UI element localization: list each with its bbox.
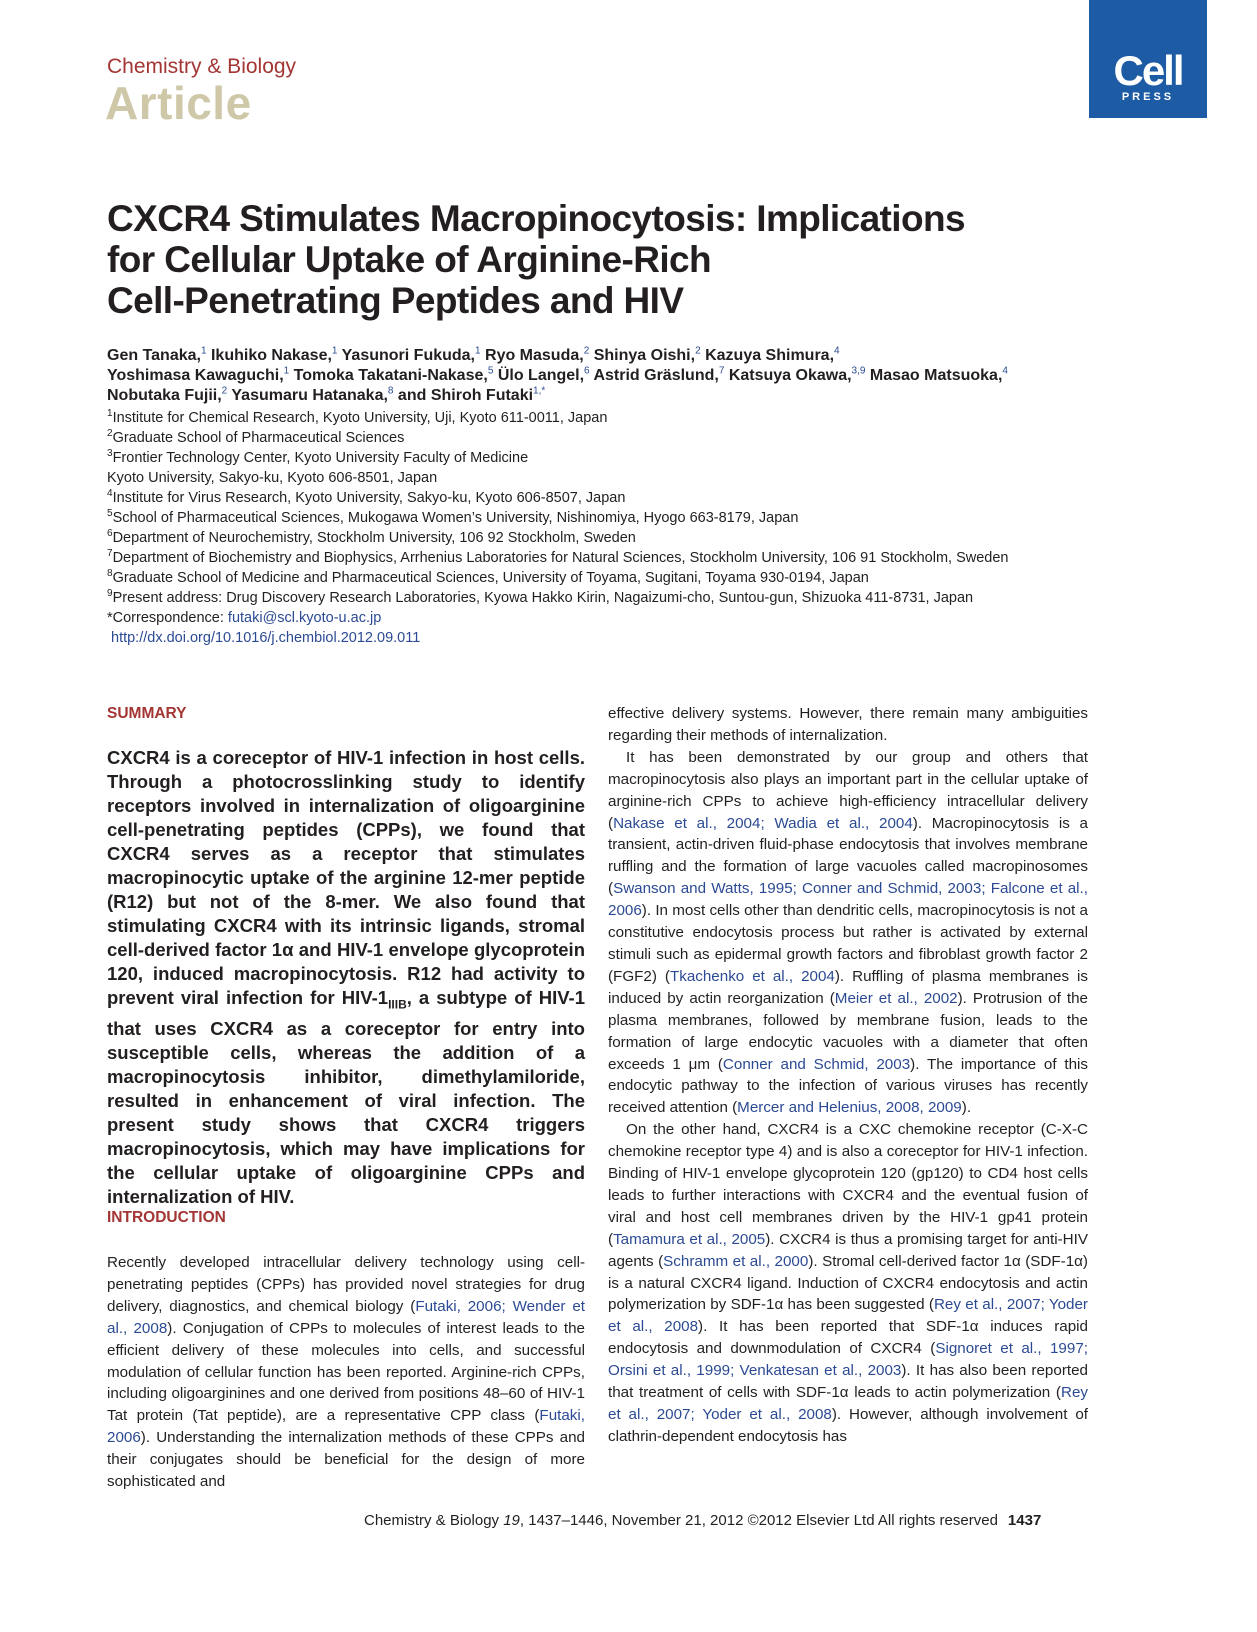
doi-link[interactable]: http://dx.doi.org/10.1016/j.chembiol.2012.09.011 [111,630,421,646]
author-name: Shinya Oishi, [589,347,696,364]
body-text: Recently developed intracellular delivery technology using cell-penetrating peptides (CPPs) has provided novel strategies for drug delivery, diagnostics, and chemical biology ( [107,1254,585,1315]
summary-heading: SUMMARY [107,705,187,722]
correspondence-label: *Correspondence: [107,610,228,626]
affiliation [107,468,1107,488]
body-text: ). In most cells other than dendritic cells, macropinocytosis is not a constitutive endocytosis process but rather is activated by external stimuli such as epidermal growth factors and fibroblast growth factor 2 (FGF2) ( [608,902,1088,985]
intro-paragraph-3 [608,1119,1088,1448]
summary-subscript: IIIB [388,997,407,1012]
citation-link[interactable]: Rey et al., 2007; Yoder et al., 2008 [608,1296,1088,1336]
logo-sub: PRESS [1121,91,1175,103]
logo-word: Cell [1113,47,1183,94]
author-line-2 [107,366,1107,386]
affiliation [107,488,1107,508]
author-sup: 4 [1002,365,1008,377]
citation-link[interactable]: Mercer and Helenius, 2008, 2009 [737,1099,962,1117]
author-name: Yasumaru Hatanaka, [227,387,388,404]
author-name: Katsuya Okawa, [724,367,852,384]
affiliation-text: Institute for Chemical Research, Kyoto University, Uji, Kyoto 611-0011, Japan [112,410,608,426]
affiliation-text: Kyoto University, Sakyo-ku, Kyoto 606-8501, Japan [107,470,438,486]
affiliation-text: Present address: Drug Discovery Research Laboratories, Kyowa Hakko Kirin, Nagaizumi-cho, Suntou-gun, Shizuoka 411-8731, Japan [112,590,974,606]
author-sup: 6 [584,365,590,377]
affiliation-text: Frontier Technology Center, Kyoto University Faculty of Medicine [112,450,529,466]
affiliation-sup: 2 [107,428,113,440]
affiliation-sup: 8 [107,568,113,580]
affiliation-sup: 6 [107,528,113,540]
intro-column-right [608,703,1088,1448]
citation-link[interactable]: Nakase et al., 2004; Wadia et al., 2004 [613,814,913,832]
citation-link[interactable]: Tamamura et al., 2005 [613,1230,766,1248]
author-name: Nobutaka Fujii, [107,387,222,404]
affiliation [107,568,1107,588]
author-sup: 1 [331,345,338,357]
correspondence-email-link[interactable]: futaki@scl.kyoto-u.ac.jp [227,610,382,626]
author-name: Ryo Masuda, [480,347,584,364]
affiliation [107,548,1107,568]
body-text: ). Ruffling of plasma membranes is induced by actin reorganization ( [608,967,1088,1007]
summary-text [107,746,585,1209]
body-text: ). CXCR4 is thus a promising target for anti-HIV agents ( [608,1230,1088,1270]
footer-journal: Chemistry & Biology [364,1512,504,1529]
citation-link[interactable]: Rey et al., 2007; Yoder et al., 2008 [608,1384,1088,1423]
author-line-1 [107,346,1107,366]
author-sup: 1 [200,345,207,357]
author-name: Yasunori Fukuda, [337,347,475,364]
body-text: It has been demonstrated by our group and others that macropinocytosis also plays an important part in the cellular uptake of arginine-rich CPPs to achieve high-efficiency intracellular delivery ( [608,748,1088,832]
author-name: Ülo Langel, [493,367,585,384]
affiliation-text: Graduate School of Medicine and Pharmaceutical Sciences, University of Toyama, Sugitani, Toyama 930-0194, Japan [112,570,869,586]
author-sup: 1,* [533,385,546,397]
affiliation-text: Graduate School of Pharmaceutical Sciences [112,430,405,446]
affiliation-list [107,408,1107,648]
author-sup: 3,9 [851,365,866,377]
title-line: for Cellular Uptake of Arginine-Rich [107,239,712,280]
title-line: Cell-Penetrating Peptides and HIV [107,280,684,321]
summary-part: CXCR4 is a coreceptor of HIV-1 infection in host cells. Through a photocrosslinking study to identify receptors involved in internalization of oligoarginine cell-penetrating peptides (CPPs), we found that CXCR4 serves as a receptor that stimulates macropinocytic uptake of the arginine 12-mer peptide (R12) but not of the 8-mer. We also found that stimulating CXCR4 with its intrinsic ligands, stromal cell-derived factor 1α and HIV-1 envelope glycoprotein 120, induced macropinocytosis. R12 had activity to prevent viral infection for HIV-1 [107,747,585,1008]
article-type-label: Article [105,77,252,129]
body-text: ). Conjugation of CPPs to molecules of interest leads to the efficient delivery of these molecules into cells, and successful modulation of cellular function has been reported. Arginine-rich CPPs, including oligoarginines and one derived from positions 48–60 of HIV-1 Tat protein (Tat peptide), are a representative CPP class ( [107,1319,585,1425]
body-text: On the other hand, CXCR4 is a CXC chemokine receptor (C-X-C chemokine receptor type 4) and is also a coreceptor for HIV-1 infection. Binding of HIV-1 envelope glycoprotein 120 (gp120) to CD4 host cells leads to further interactions with CXCR4 and the eventual fusion of viral and host cell membranes driven by the HIV-1 gp41 protein ( [608,1121,1088,1248]
body-text: ). Macropinocytosis is a transient, actin-driven fluid-phase endocytosis that involves membrane ruffling and the formation of large vacuoles called macropinosomes ( [608,814,1088,898]
body-text: ). The importance of this endocytic pathway to the infection of various viruses has recently received attention ( [608,1055,1088,1117]
author-sup: 8 [387,385,394,397]
body-text: ). [961,1099,972,1117]
author-name: Ikuhiko Nakase, [206,347,332,364]
intro-paragraph-2 [608,747,1088,1119]
affiliation [107,508,1107,528]
citation-link[interactable]: Futaki, 2006; Wender et al., 2008 [107,1297,585,1337]
author-sup: 7 [718,365,725,377]
body-text: ). It has also been reported that treatment of cells with SDF-1α leads to actin polymerization ( [608,1362,1088,1402]
intro-column-left [107,1252,585,1493]
body-text: ). Understanding the internalization methods of these CPPs and their conjugates should be beneficial for the design of more sophisticated and [107,1429,585,1491]
author-sup: 1 [283,365,290,377]
author-name: and Shiroh Futaki [393,387,534,404]
affiliation-text: Institute for Virus Research, Kyoto University, Sakyo-ku, Kyoto 606-8507, Japan [112,490,626,506]
author-list [107,346,1107,406]
affiliation-sup: 9 [107,588,113,600]
body-text: ). However, although involvement of clathrin-dependent endocytosis has [608,1406,1088,1445]
affiliation [107,528,1107,548]
intro-paragraph-1-start [107,1252,585,1493]
author-sup: 4 [834,345,840,357]
author-name: Masao Matsuoka, [865,367,1003,384]
affiliation-sup: 5 [107,508,113,520]
author-sup: 5 [487,365,494,377]
introduction-heading: INTRODUCTION [107,1209,226,1226]
journal-name: Chemistry & Biology [107,55,297,78]
body-text: ). It has been reported that SDF-1α induces rapid endocytosis and downmodulation of CXCR4 ( [608,1318,1088,1358]
body-text: ). Stromal cell-derived factor 1α (SDF-1α) is a natural CXCR4 ligand. Induction of CXCR4 endocytosis and actin polymerization by SDF-1α has been suggested ( [608,1252,1088,1314]
citation-link[interactable]: Tkachenko et al., 2004 [669,967,835,985]
affiliation-text: Department of Neurochemistry, Stockholm University, 106 92 Stockholm, Sweden [112,530,636,546]
author-name: Astrid Gräslund, [589,367,719,384]
affiliation [107,448,1107,468]
affiliation-text: Department of Biochemistry and Biophysics, Arrhenius Laboratories for Natural Sciences, Stockholm University, 106 91 Stockholm, Sweden [112,550,1009,566]
author-name: Kazuya Shimura, [700,347,835,364]
summary-part: , a subtype of HIV-1 that uses CXCR4 as a coreceptor for entry into susceptible cells, whereas the addition of a macropinocytosis inhibitor, dimethylamiloride, resulted in enhancement of viral infection. The present study shows that CXCR4 triggers macropinocytosis, which may have implications for the cellular uptake of oligoarginine CPPs and internalization of HIV. [107,987,585,1207]
body-text: ). Protrusion of the plasma membranes, followed by membrane fusion, leads to the formation of large endocytic vacuoles with a diameter that often exceeds 1 μm ( [608,989,1088,1073]
author-name: Tomoka Takatani-Nakase, [289,367,488,384]
author-sup: 1 [475,345,481,357]
author-name: Gen Tanaka, [107,347,201,364]
correspondence [107,608,1107,628]
footer-volume: 19 [503,1512,520,1529]
footer-citation: , 1437–1446, November 21, 2012 ©2012 Elsevier Ltd All rights reserved [519,1512,998,1529]
citation-link[interactable]: Meier et al., 2002 [834,989,958,1007]
citation-link[interactable]: Swanson and Watts, 1995; Conner and Schmid, 2003; Falcone et al., 2006 [608,880,1088,920]
author-sup: 2 [695,345,701,357]
affiliation [107,428,1107,448]
author-line-3 [107,386,1107,406]
affiliation [107,588,1107,608]
citation-link[interactable]: Futaki, 2006 [107,1407,585,1447]
affiliation [107,408,1107,428]
author-name: Yoshimasa Kawaguchi, [107,367,284,384]
affiliation-sup: 7 [107,548,113,560]
intro-paragraph-1-end: effective delivery systems. However, there remain many ambiguities regarding their methods of internalization. [608,705,1088,744]
citation-link[interactable]: Conner and Schmid, 2003 [722,1055,911,1073]
affiliation-sup: 4 [107,488,113,500]
affiliation-sup: 1 [107,408,113,420]
cell-press-logo [1089,0,1207,118]
page-number: 1437 [1007,1512,1042,1529]
author-sup: 2 [583,345,590,357]
affiliation-text: School of Pharmaceutical Sciences, Mukogawa Women’s University, Nishinomiya, Hyogo 663-8179, Japan [112,510,799,526]
page-footer [364,1512,1041,1529]
author-sup: 2 [221,385,228,397]
citation-link[interactable]: Signoret et al., 1997; Orsini et al., 1999; Venkatesan et al., 2003 [608,1340,1088,1380]
article-title [107,198,1107,321]
citation-link[interactable]: Schramm et al., 2000 [663,1252,809,1270]
title-line: CXCR4 Stimulates Macropinocytosis: Implications [107,198,965,239]
affiliation-sup: 3 [107,448,113,460]
